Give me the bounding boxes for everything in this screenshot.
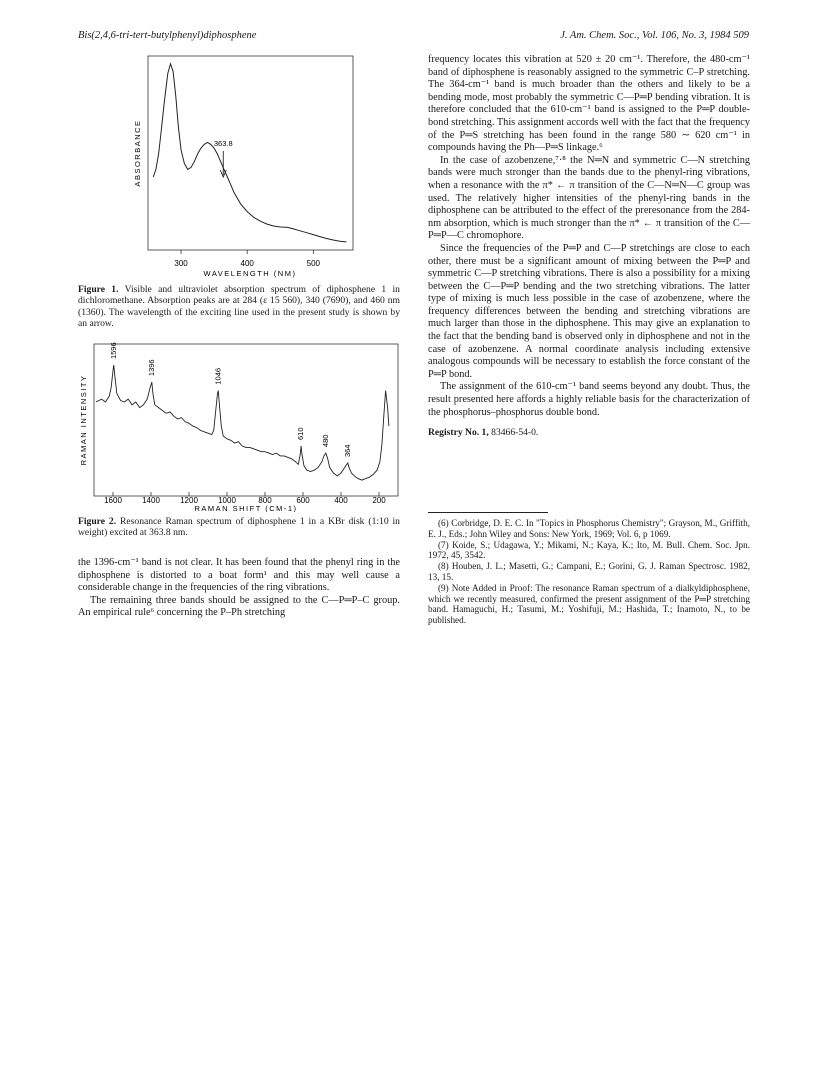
running-head-journal: J. Am. Chem. Soc., Vol. 106, No. 3, 1984 509 <box>560 30 749 41</box>
registry-label: Registry No. 1, <box>428 427 489 439</box>
figure-2-caption-text: Resonance Raman spectrum of diphosphene 1 in a KBr disk (1:10 in weight) excited at 363.8 nm. <box>78 516 400 539</box>
figure-2-tick-400: 400 <box>334 496 348 505</box>
figure-1 <box>78 50 400 335</box>
figure-2-plot <box>78 340 400 512</box>
figure-1-plot <box>78 50 400 282</box>
figure-1-tick-300: 300 <box>174 259 188 268</box>
references-divider <box>428 512 548 513</box>
figure-2-tick-1400: 1400 <box>142 496 160 505</box>
reference-9: (9) Note Added in Proof: The resonance Raman spectrum of a dialkyldiphosphene, which we recently measured, confirmed the present assignment of the P═P stretching band. Hamaguchi, H.; Tasumi, M.; Yoshifuji, M.; Hashida, T.; Inamoto, N., to be published. <box>428 582 750 626</box>
figure-2-tick-1200: 1200 <box>180 496 198 505</box>
figure-2-tick-1600: 1600 <box>104 496 122 505</box>
body-paragraph: Since the frequencies of the P═P and C—P stretchings are close to each other, there must be a significant amount of mixing between the P═P and symmetric C—P stretching vibrations. There is also a possibility for a mixing between the C—P═P bending and the two stretching vibrations. The latter type of mixing is much less possible in the case of azobenzene, where the frequency differences between the bending and stretching vibrations are much larger than those in the diphosphene. This may give an explanation to the fact that the bending band is observed only in diphosphene and not in the case of azobenzene. A normal coordinate analysis including extensive analogous compounds will be necessary to establish the force constant of the P═P bond. <box>428 242 750 380</box>
registry-value: 83466-54-0. <box>491 427 539 439</box>
body-paragraph: the 1396-cm⁻¹ band is not clear. It has been found that the phenyl ring in the diphosphene is distorted to a boat form¹ and this may well cause a considerable change in the frequencies of the ring vibrations. <box>78 557 400 594</box>
figure-1-caption-text: Visible and ultraviolet absorption spectrum of diphosphene 1 in dichloromethane. Absorption peaks are at 284 (ε 15 560), 340 (7690), and 460 nm (1360). The wavelength of the exciting line used in the present study is shown by an arrow. <box>78 284 400 330</box>
figure-1-caption <box>78 284 400 330</box>
figure-1-tick-400: 400 <box>240 259 254 268</box>
body-paragraph: The assignment of the 610-cm⁻¹ band seems beyond any doubt. Thus, the result presented here affords a highly reliable basis for the characterization of the phosphorus–phosphorus double bond. <box>428 381 750 418</box>
figure-2-xlabel: RAMAN SHIFT (CM-1) <box>194 504 298 512</box>
peak-label-480: 480 <box>320 434 330 448</box>
figure-1-tick-500: 500 <box>306 259 321 268</box>
reference-8: (8) Houben, J. L.; Masetti, G.; Campani, E.; Gorini, G. J. Raman Spectrosc. 1982, 13, 15. <box>428 561 750 582</box>
right-column-text <box>428 54 750 440</box>
references <box>428 518 750 626</box>
left-column-text <box>78 557 400 620</box>
figure-1-ylabel: ABSORBANCE <box>133 119 142 187</box>
figure-1-xlabel: WAVELENGTH (NM) <box>203 269 297 278</box>
reference-7: (7) Koide, S.; Udagawa, Y.; Mikami, N.; Kaya, K.; Ito, M. Bull. Chem. Soc. Jpn. 1972, 45, 3542. <box>428 539 750 561</box>
peak-label-1596: 1596 <box>108 342 118 360</box>
figure-2-caption <box>78 516 400 539</box>
figure-2-spectrum-curve <box>96 365 389 480</box>
figure-2-frame <box>94 344 398 496</box>
figure-2 <box>78 340 400 540</box>
figure-1-tick-marks <box>181 250 313 254</box>
peak-label-1046: 1046 <box>213 367 223 385</box>
figure-1-caption-label: Figure 1. <box>78 284 119 295</box>
reference-6: (6) Corbridge, D. E. C. In "Topics in Phosphorus Chemistry"; Grayson, M., Griffith, E. J., Eds.; John Wiley and Sons: New York, 1969; Vol. 6, p 1069. <box>428 518 750 539</box>
body-paragraph: frequency locates this vibration at 520 ± 20 cm⁻¹. Therefore, the 480-cm⁻¹ band of diphosphene is reasonably assigned to the symmetric C–P stretching. The 364-cm⁻¹ band is much broader than the others and likely to be a bending mode, most probably the symmetric C—P═P bending vibration. It is therefore concluded that the 610-cm⁻¹ band is assigned to the P═P double-bond stretching. This assignment accords well with the fact that the frequency of the P═S stretching has been found in the range 580 ∼ 620 cm⁻¹ in compounds having the Ph—P═S linkage.⁶ <box>428 54 750 154</box>
figure-1-spectrum-curve <box>153 64 346 242</box>
figure-2-caption-label: Figure 2. <box>78 516 117 527</box>
peak-label-364: 364 <box>342 444 352 458</box>
figure-1-arrow-label: 363.8 <box>213 139 233 148</box>
peak-label-610: 610 <box>296 427 306 440</box>
body-paragraph: The remaining three bands should be assigned to the C—P═P–C group. An empirical rule⁶ concerning the P–Ph stretching <box>78 594 400 619</box>
figure-2-tick-200: 200 <box>372 496 386 505</box>
figure-2-tick-600: 600 <box>296 496 310 505</box>
figure-1-frame <box>148 56 353 250</box>
peak-label-1396: 1396 <box>146 359 156 377</box>
registry-number <box>428 427 750 440</box>
running-head-title: Bis(2,4,6-tri-tert-butylphenyl)diphosphene <box>78 30 257 41</box>
figure-2-tick-1000: 1000 <box>218 496 236 505</box>
body-paragraph: In the case of azobenzene,⁷·⁸ the N═N and symmetric C—N stretching bands were much stronger than the bands due to the phenyl-ring vibrations, when a resonance with the π* ← π transition of the C—N═N—C group was used. The relatively higher intensities of the phenyl-ring bands in the diphosphene can be attributed to the effect of the preresonance from the 284-nm absorption, which is much stronger than the π* ← π transition of the C—P═P—C chromophore. <box>428 154 750 242</box>
figure-2-ylabel: RAMAN INTENSITY <box>79 374 88 466</box>
figure-2-tick-800: 800 <box>258 496 272 505</box>
